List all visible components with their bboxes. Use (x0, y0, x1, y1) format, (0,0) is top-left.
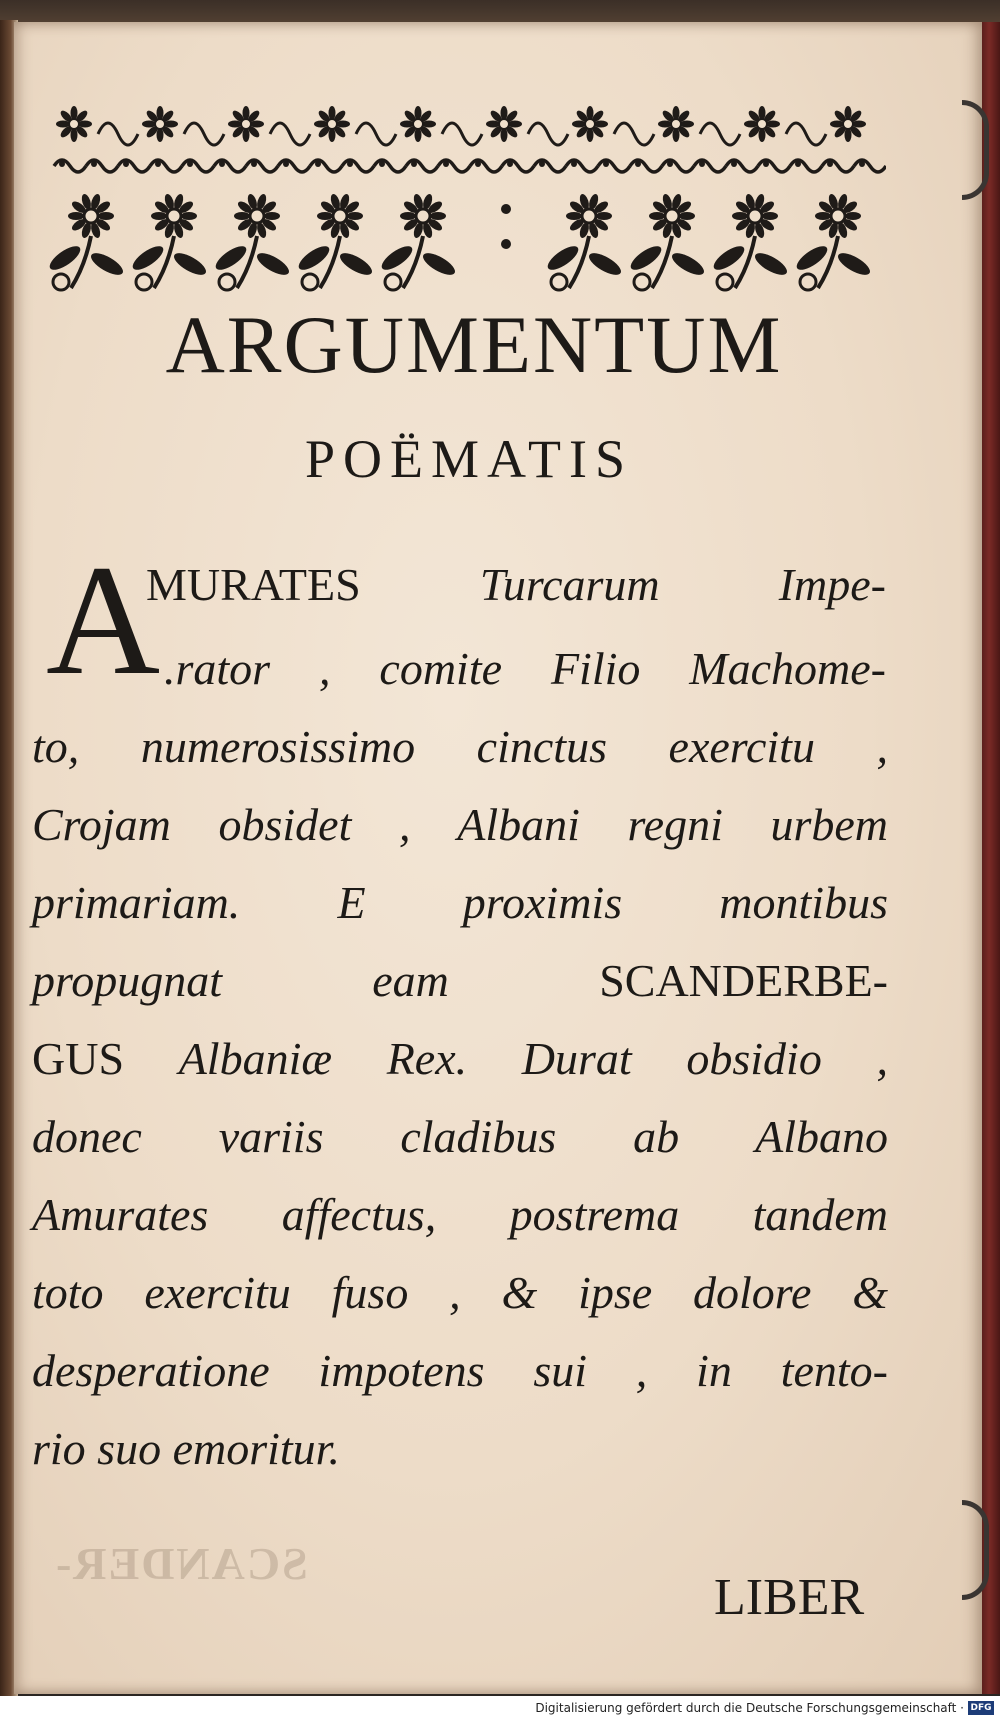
clasp-top-icon (962, 100, 989, 200)
page-subtitle: POËMATIS (304, 429, 634, 489)
text-line-12: rio suo emoritur. (32, 1423, 340, 1474)
digitization-footer (0, 1696, 1000, 1720)
text-line-11: desperatione impotens sui , in tento- (32, 1345, 888, 1396)
text-line-10: toto exercitu fuso , & ipse dolore & (32, 1267, 888, 1318)
dfg-logo: DFG (968, 1701, 994, 1715)
text-line-3: to, numerosissimo cinctus exercitu , (32, 721, 888, 772)
decorative-ornament-band (46, 84, 886, 302)
text-line-1: MURATES Turcarum Impe- (146, 559, 886, 610)
page-title: ARGUMENTUM (165, 299, 783, 390)
clasp-bottom-icon (962, 1500, 989, 1600)
footer-credit: Digitalisierung gefördert durch die Deutsche Forschungsgemeinschaft · (535, 1701, 964, 1715)
show-through-text: SCANDER- (54, 1538, 308, 1589)
drop-cap: A (46, 533, 161, 708)
text-line-4: Crojam obsidet , Albani regni urbem (32, 799, 888, 850)
text-line-5: primariam. E proximis montibus (32, 877, 888, 928)
book-cover-edge (982, 22, 1000, 1694)
text-line-2: .rator , comite Filio Machome- (164, 643, 886, 694)
text-line-7: GUS Albaniæ Rex. Durat obsidio , (32, 1033, 889, 1084)
catchword: LIBER (714, 1569, 865, 1626)
text-line-9: Amurates affectus, postrema tandem (32, 1189, 888, 1240)
text-line-8: donec variis cladibus ab Albano (32, 1111, 888, 1162)
floral-ornament-icon (46, 84, 886, 302)
text-line-6: propugnat eam SCANDERBE- (32, 955, 888, 1006)
book-page (14, 22, 982, 1694)
